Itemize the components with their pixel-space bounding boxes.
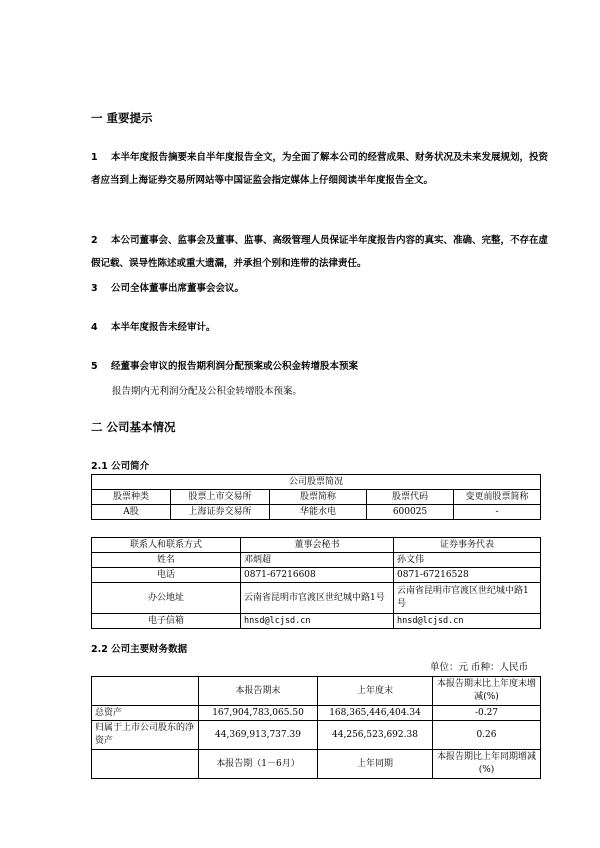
stock-cell-prev-name: - [454,505,541,520]
notice-item-5-detail: 报告期内无利润分配及公积金转增股本预案。 [112,386,303,397]
fin-row-label: 归属于上市公司股东的净资产 [92,721,199,750]
representative-phone: 0871-67216528 [394,568,541,583]
stock-header: 变更前股票简称 [454,490,541,505]
fin-header2: 本报告期（1－6月） [199,750,318,779]
subsection-2-2-title: 2.2 公司主要财务数据 [91,644,188,655]
stock-cell-code: 600025 [367,505,454,520]
stock-info-table [91,474,541,520]
stock-header: 股票简称 [270,490,367,505]
subsection-2-1-title: 2.1 公司简介 [91,461,150,472]
fin-header: 上年度末 [318,677,433,706]
financial-data-table [91,676,541,779]
notice-item-2: 2 本公司董事会、监事会及董事、监事、高级管理人员保证半年度报告内容的真实、准确、完整，不存在虚假记载、误导性陈述或重大遗漏，并承担个别和连带的法律责任。 [91,235,549,269]
notice-item-3: 3 公司全体董事出席董事会会议。 [91,283,245,294]
secretary-address: 云南省昆明市官渡区世纪城中路1号 [241,583,394,614]
contact-table [91,537,541,629]
contact-header: 联系人和联系方式 [92,538,241,553]
contact-label: 电话 [92,568,241,583]
unit-currency-note: 单位：元 币种：人民币 [430,662,529,673]
section2-title: 二 公司基本情况 [91,420,176,434]
contact-header: 董事会秘书 [241,538,394,553]
representative-name: 孙文伟 [394,553,541,568]
fin-cell: 44,256,523,692.38 [318,721,433,750]
notice-item-1: 1 本半年度报告摘要来自半年度报告全文，为全面了解本公司的经营成果、财务状况及未来发展规划，投资者应当到上海证券交易所网站等中国证监会指定媒体上仔细阅读半年度报告全文。 [91,152,549,186]
fin-cell: 0.26 [433,721,541,750]
fin-row-label: 总资产 [92,706,199,721]
contact-label: 办公地址 [92,583,241,614]
stock-cell-exchange: 上海证券交易所 [171,505,270,520]
notice-item-4: 4 本半年度报告未经审计。 [91,322,216,333]
representative-address: 云南省昆明市官渡区世纪城中路1号 [394,583,541,614]
fin-header2: 上年同期 [318,750,433,779]
secretary-phone: 0871-67216608 [241,568,394,583]
fin-cell: 168,365,446,404.34 [318,706,433,721]
fin-header-blank [92,677,199,706]
fin-header: 本报告期末比上年度末增减(%) [433,677,541,706]
stock-cell-shortname: 华能水电 [270,505,367,520]
contact-header: 证券事务代表 [394,538,541,553]
stock-cell-type: A股 [92,505,171,520]
fin-cell: -0.27 [433,706,541,721]
representative-email: hnsd@lcjsd.cn [394,614,541,629]
stock-header: 股票代码 [367,490,454,505]
contact-label: 姓名 [92,553,241,568]
stock-header: 股票上市交易所 [171,490,270,505]
fin-header: 本报告期末 [199,677,318,706]
secretary-email: hnsd@lcjsd.cn [241,614,394,629]
secretary-name: 邓炳超 [241,553,394,568]
contact-label: 电子信箱 [92,614,241,629]
fin-header2: 本报告期比上年同期增减(%) [433,750,541,779]
notice-item-5: 5 经董事会审议的报告期利润分配预案或公积金转增股本预案 [91,361,359,372]
fin-cell: 167,904,783,065.50 [199,706,318,721]
stock-table-caption: 公司股票简况 [92,475,541,490]
fin-cell: 44,369,913,737.39 [199,721,318,750]
fin-header2-blank [92,750,199,779]
section1-title: 一 重要提示 [91,111,153,125]
stock-header: 股票种类 [92,490,171,505]
